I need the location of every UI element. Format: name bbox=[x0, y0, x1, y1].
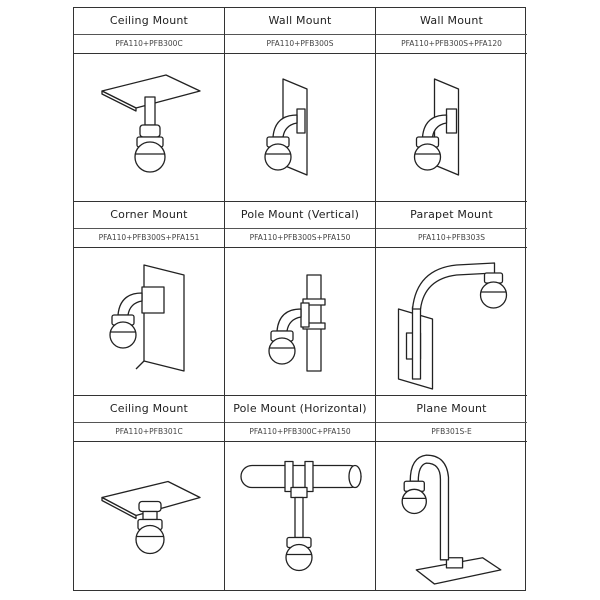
parapet-mount-icon bbox=[376, 247, 527, 395]
pole-mount-horizontal-icon bbox=[225, 441, 375, 590]
mount-code: PFA110+PFB300S+PFA150 bbox=[225, 228, 375, 248]
mount-code: PFA110+PFB300S+PFA120 bbox=[376, 34, 527, 54]
mount-code: PFA110+PFB301C bbox=[74, 422, 224, 442]
mount-code: PFB301S-E bbox=[376, 422, 527, 442]
ceiling-mount-icon bbox=[74, 53, 224, 201]
mount-title: Ceiling Mount bbox=[74, 396, 224, 423]
mount-title: Parapet Mount bbox=[376, 202, 527, 229]
corner-mount-icon bbox=[74, 247, 224, 395]
wall-mount-adapter-icon bbox=[376, 53, 527, 201]
plane-mount-icon bbox=[376, 441, 527, 590]
mount-title: Wall Mount bbox=[376, 8, 527, 35]
mount-code: PFA110+PFB300S bbox=[225, 34, 375, 54]
mount-title: Pole Mount (Horizontal) bbox=[225, 396, 375, 423]
mount-cell-wall bbox=[225, 8, 376, 202]
mount-cell-corner bbox=[74, 202, 225, 396]
wall-mount-icon bbox=[225, 53, 375, 201]
mount-cell-pole-vertical bbox=[225, 202, 376, 396]
mount-cell-parapet bbox=[376, 202, 527, 396]
ceiling-mount-short-icon bbox=[74, 441, 224, 590]
mount-code: PFA110+PFB300C bbox=[74, 34, 224, 54]
mount-code: PFA110+PFB303S bbox=[376, 228, 527, 248]
mount-cell-wall-adapter bbox=[376, 8, 527, 202]
mount-cell-ceiling-short bbox=[74, 396, 225, 590]
mount-cell-pole-horizontal bbox=[225, 396, 376, 590]
mount-title: Pole Mount (Vertical) bbox=[225, 202, 375, 229]
mount-title: Wall Mount bbox=[225, 8, 375, 35]
mount-grid bbox=[73, 7, 526, 591]
mount-code: PFA110+PFB300C+PFA150 bbox=[225, 422, 375, 442]
mount-code: PFA110+PFB300S+PFA151 bbox=[74, 228, 224, 248]
mount-cell-ceiling bbox=[74, 8, 225, 202]
mount-title: Ceiling Mount bbox=[74, 8, 224, 35]
mount-title: Plane Mount bbox=[376, 396, 527, 423]
mount-title: Corner Mount bbox=[74, 202, 224, 229]
mount-cell-plane bbox=[376, 396, 527, 590]
pole-mount-vertical-icon bbox=[225, 247, 375, 395]
